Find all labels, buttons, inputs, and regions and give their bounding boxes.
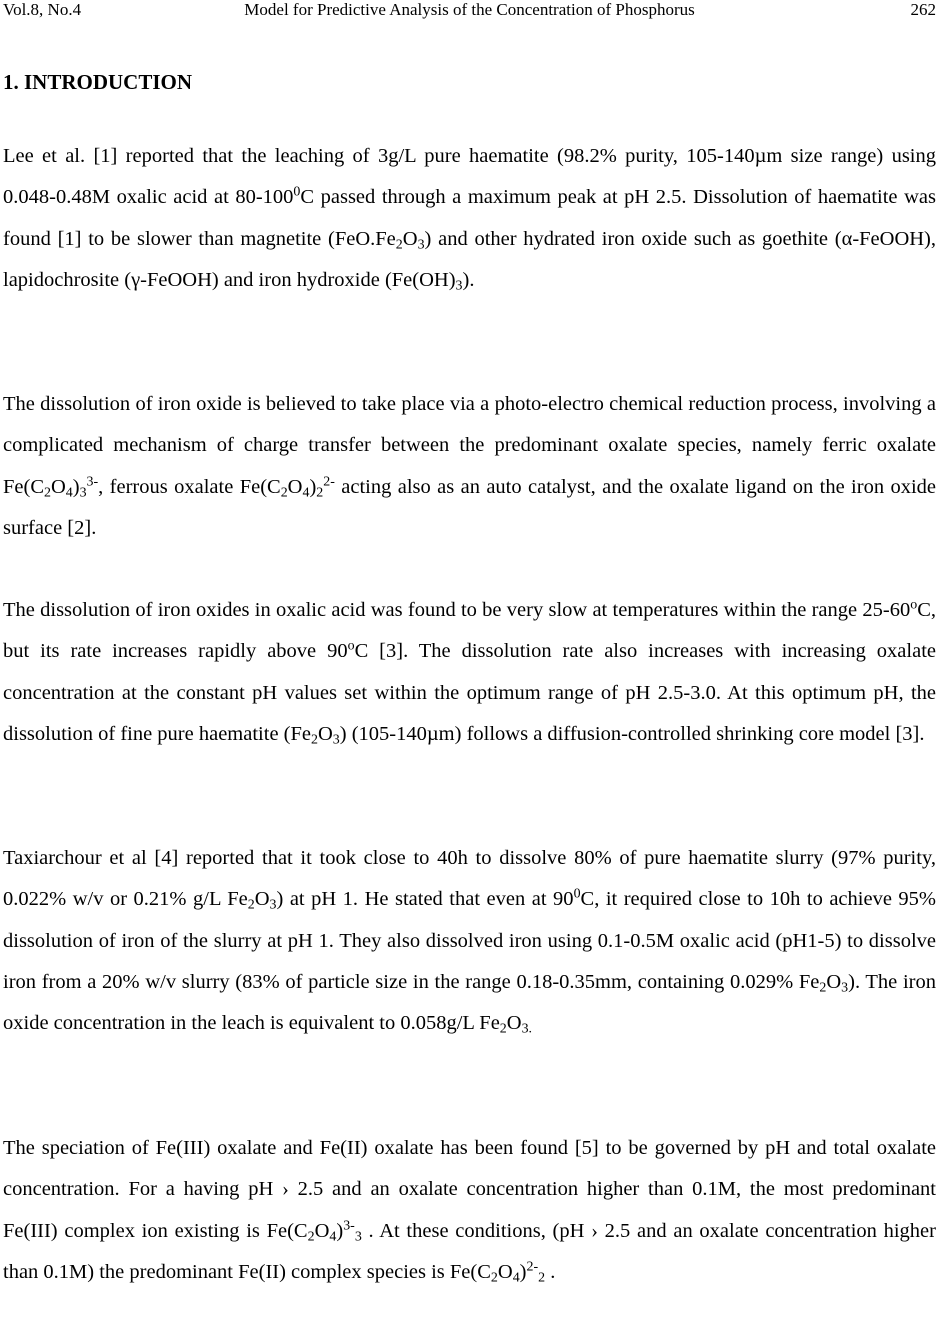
journal-volume: Vol.8, No.4: [3, 0, 82, 19]
subscript: 2: [247, 897, 255, 913]
paragraph-5: [3, 1128, 936, 1293]
subscript: 3: [455, 278, 463, 294]
subscript: 4: [329, 1229, 337, 1245]
paragraph-text: Lee et al. [1] reported that the leaching of 3g/L pure haematite (98.2% purity, 105-140µm size range) using 0.048-0.48M oxalic acid at $80-100^0C$ passed through a maximum peak at pH 2.5. Dissolution of haematite was found [1] to be slower than magnetite $(FeO.Fe_2O_3)$ and other hydrated iron oxide such as goethite (α-FeOOH), lapidochrosite (γ-FeOOH) and iron hydroxide $(Fe(OH)_3)$.: [3, 145, 937, 294]
running-header: [3, 0, 936, 20]
subscript: 2: [490, 1270, 498, 1286]
superscript: o: [347, 638, 355, 654]
subscript: 2: [499, 1021, 507, 1037]
paragraph-2: [3, 384, 936, 549]
superscript: o: [910, 597, 918, 613]
subscript: 3: [332, 732, 340, 748]
paragraph-text: The dissolution of iron oxide is believed to take place via a photo-electro chemical reduction process, involving a complicated mechanism of charge transfer between the predominant oxalate species, namely ferric oxalate $Fe(C_2O_4)_3^{3-}$, ferrous oxalate $Fe(C_2O_4)_2^{2-}$ acting also as an auto catalyst, and the oxalate ligand on the iron oxide surface [2].: [3, 393, 937, 539]
superscript: 0: [573, 886, 581, 902]
superscript: 3-: [86, 473, 99, 489]
subscript: 2: [280, 485, 288, 501]
superscript: 0: [293, 184, 301, 200]
superscript: 2-: [323, 473, 335, 489]
paragraph-1: [3, 136, 936, 301]
subscript: 2: [316, 485, 324, 501]
paragraph-4: [3, 838, 936, 1044]
section-heading: 1. INTRODUCTION: [3, 70, 193, 94]
subscript: 4: [512, 1270, 520, 1286]
subscript: 3: [269, 897, 277, 913]
subscript: 2: [819, 980, 827, 996]
subscript: 3: [417, 237, 425, 253]
subscript: 4: [302, 485, 310, 501]
page-number: 262: [910, 0, 936, 19]
subscript: 2: [395, 237, 403, 253]
subscript: 2: [307, 1229, 315, 1245]
subscript: 3.: [521, 1021, 533, 1037]
subscript: 3: [841, 980, 849, 996]
running-title: Model for Predictive Analysis of the Concentration of Phosphorus: [244, 0, 695, 19]
superscript: 3-: [343, 1217, 355, 1233]
paragraph-text: The dissolution of iron oxides in oxalic acid was found to be very slow at temperatures within the range 25-60$^o$C, but its rate increases rapidly above 90$^o$C [3]. The dissolution rate also increases with increasing oxalate concentration at the constant pH values set within the optimum range of pH 2.5-3.0. At this optimum pH, the dissolution of fine pure haematite $(Fe_2O_3)$ (105-140µm) follows a diffusion-controlled shrinking core model [3].: [3, 597, 936, 748]
subscript: 2: [311, 732, 318, 748]
superscript: 2-: [526, 1259, 539, 1275]
paragraph-text: Taxiarchour et al [4] reported that it took close to 40h to dissolve 80% of pure haematite slurry (97% purity, 0.022% w/v or 0.21% g/L $Fe_2O_3$) at pH 1. He stated that even at $90^0C$, it required close to 10h to achieve 95% dissolution of iron of the slurry at pH 1. They also dissolved iron using 0.1-0.5M oxalic acid (pH1-5) to dissolve iron from a 20% w/v slurry (83% of particle size in the range 0.18-0.35mm, containing 0.029% $Fe_2O_3$). The iron oxide concentration in the leach is equivalent to 0.058g/L $Fe_2O_{3.}$: [3, 847, 937, 1037]
subscript: 2: [44, 485, 51, 501]
subscript: 3: [354, 1229, 362, 1245]
subscript: 4: [65, 485, 73, 501]
subscript: 3: [79, 485, 87, 501]
subscript: 2: [538, 1270, 546, 1286]
paragraph-text: The speciation of Fe(III) oxalate and Fe(II) oxalate has been found [5] to be governed by pH and total oxalate concentration. For a having pH › 2.5 and an oxalate concentration higher than 0.1M, the most predominant Fe(III) complex ion existing is $Fe(C_2O_4)^{3-}_3$ . At these conditions, (pH › 2.5 and an oxalate concentration higher than 0.1M) the predominant Fe(II) complex species is $Fe(C_2O_4)^{2-}_2$ .: [3, 1137, 936, 1286]
paragraph-3: [3, 590, 936, 755]
